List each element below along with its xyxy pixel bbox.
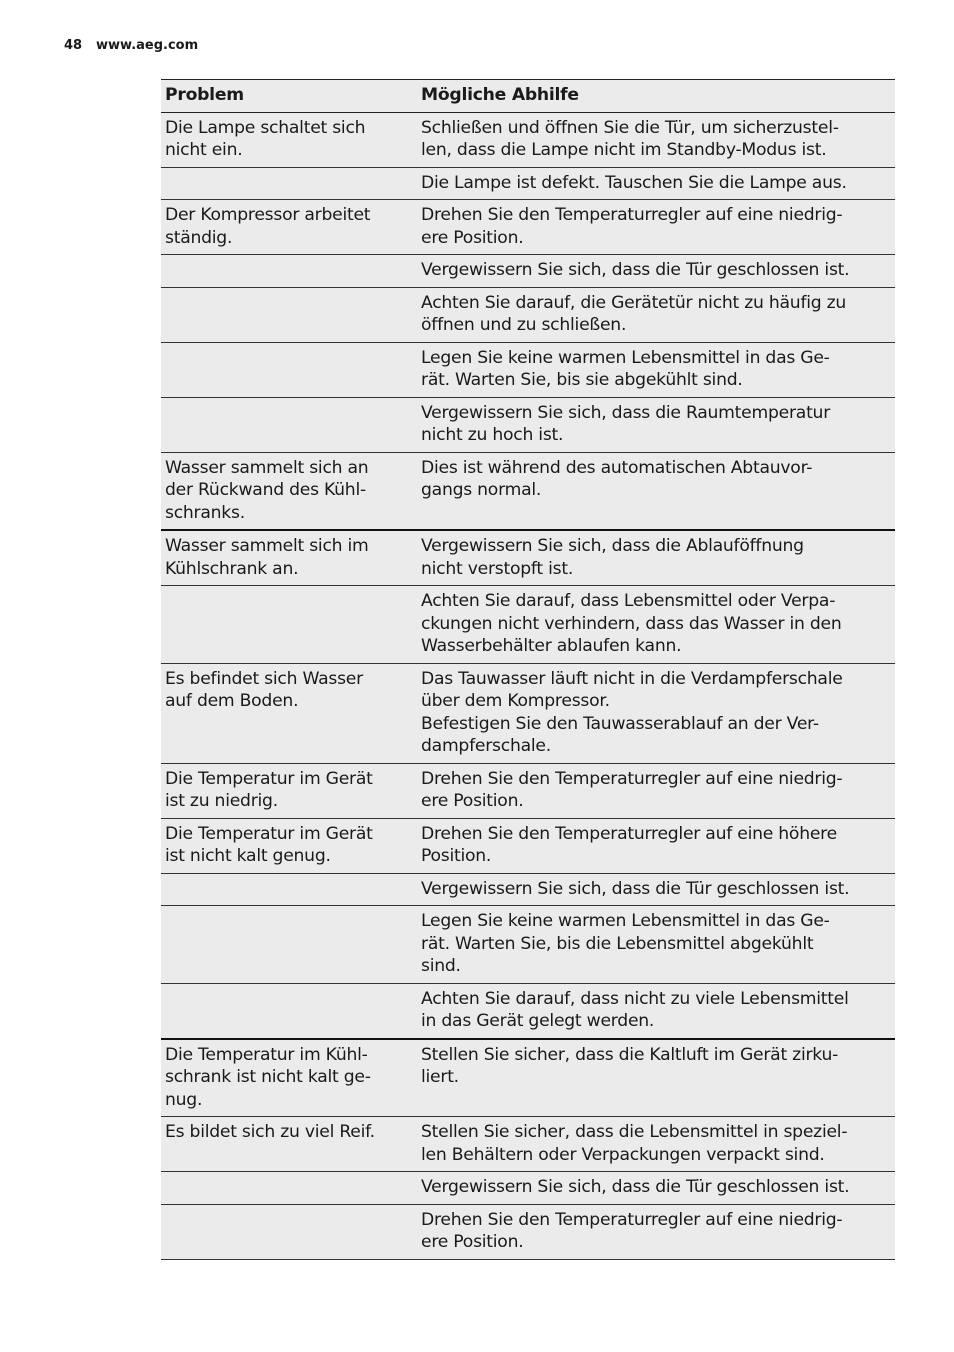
table-row bbox=[161, 200, 895, 255]
remedy-cell: Vergewissern Sie sich, dass die Raumtemperatur nicht zu hoch ist. bbox=[421, 402, 831, 445]
remedy-cell: Vergewissern Sie sich, dass die Ablauföffnung nicht verstopft ist. bbox=[421, 536, 804, 579]
remedy-cell: Das Tauwasser läuft nicht in die Verdampferschale über dem Kompressor. Befestigen Sie den Tauwasserablauf an der Ver- dampferschale. bbox=[421, 668, 843, 756]
remedy-cell: Stellen Sie sicher, dass die Kaltluft im Gerät zirku- liert. bbox=[421, 1044, 839, 1087]
remedy-cell: Achten Sie darauf, dass nicht zu viele Lebensmittel in das Gerät gelegt werden. bbox=[421, 988, 849, 1031]
remedy-cell: Stellen Sie sicher, dass die Lebensmittel in speziel- len Behältern oder Verpackungen verpackt sind. bbox=[421, 1122, 848, 1165]
remedy-cell: Drehen Sie den Temperaturregler auf eine niedrig- ere Position. bbox=[421, 205, 843, 248]
table-row bbox=[161, 1117, 895, 1172]
remedy-cell: Schließen und öffnen Sie die Tür, um sicherzustel- len, dass die Lampe nicht im Standby-Modus ist. bbox=[421, 117, 839, 160]
remedy-cell: Die Lampe ist defekt. Tauschen Sie die Lampe aus. bbox=[421, 172, 847, 193]
table-row bbox=[161, 764, 895, 819]
column-header-remedy: Mögliche Abhilfe bbox=[421, 85, 579, 105]
remedy-cell: Legen Sie keine warmen Lebensmittel in das Ge- rät. Warten Sie, bis die Lebensmittel abgekühlt sind. bbox=[421, 911, 830, 976]
problem-cell bbox=[161, 984, 417, 1038]
table-row bbox=[161, 984, 895, 1040]
problem-cell: Die Temperatur im Gerät ist zu niedrig. bbox=[165, 768, 373, 811]
page-number: 48 bbox=[64, 38, 83, 53]
table-row bbox=[161, 168, 895, 201]
table-header-row bbox=[161, 80, 895, 113]
remedy-cell: Drehen Sie den Temperaturregler auf eine niedrig- ere Position. bbox=[421, 768, 843, 811]
site-url: www.aeg.com bbox=[96, 38, 199, 53]
problem-cell: Die Temperatur im Kühl- schrank ist nicht kalt ge- nug. bbox=[165, 1044, 371, 1110]
problem-cell bbox=[161, 168, 417, 200]
table-row bbox=[161, 255, 895, 288]
table-row bbox=[161, 586, 895, 664]
table-row bbox=[161, 343, 895, 398]
troubleshooting-table bbox=[161, 79, 895, 1260]
remedy-cell: Legen Sie keine warmen Lebensmittel in das Ge- rät. Warten Sie, bis sie abgekühlt sind. bbox=[421, 347, 830, 390]
table-row bbox=[161, 664, 895, 764]
problem-cell: Wasser sammelt sich an der Rückwand des Kühl- schranks. bbox=[165, 457, 369, 523]
problem-cell: Der Kompressor arbeitet ständig. bbox=[165, 205, 371, 248]
table-row bbox=[161, 531, 895, 586]
table-row bbox=[161, 906, 895, 984]
remedy-cell: Drehen Sie den Temperaturregler auf eine niedrig- ere Position. bbox=[421, 1209, 843, 1252]
remedy-cell: Vergewissern Sie sich, dass die Tür geschlossen ist. bbox=[421, 260, 850, 280]
remedy-cell: Achten Sie darauf, die Gerätetür nicht zu häufig zu öffnen und zu schließen. bbox=[421, 292, 847, 335]
problem-cell bbox=[161, 1205, 417, 1259]
problem-cell: Die Temperatur im Gerät ist nicht kalt genug. bbox=[165, 823, 373, 866]
table-row bbox=[161, 1172, 895, 1205]
table-row bbox=[161, 113, 895, 168]
problem-cell bbox=[161, 906, 417, 983]
problem-cell: Die Lampe schaltet sich nicht ein. bbox=[165, 117, 366, 160]
table-row bbox=[161, 819, 895, 874]
column-header-problem: Problem bbox=[165, 85, 244, 105]
problem-cell: Es befindet sich Wasser auf dem Boden. bbox=[165, 668, 363, 711]
remedy-cell: Achten Sie darauf, dass Lebensmittel oder Verpa- ckungen nicht verhindern, dass das Wasser in den Wasserbehälter ablaufen kann. bbox=[421, 591, 842, 656]
remedy-cell: Vergewissern Sie sich, dass die Tür geschlossen ist. bbox=[421, 878, 850, 899]
table-row bbox=[161, 874, 895, 907]
remedy-cell: Dies ist während des automatischen Abtauvor- gangs normal. bbox=[421, 457, 813, 500]
problem-cell bbox=[161, 255, 417, 287]
table-row bbox=[161, 1040, 895, 1118]
problem-cell: Wasser sammelt sich im Kühlschrank an. bbox=[165, 536, 369, 579]
remedy-cell: Vergewissern Sie sich, dass die Tür geschlossen ist. bbox=[421, 1177, 850, 1197]
problem-cell bbox=[161, 1172, 417, 1204]
problem-cell bbox=[161, 874, 417, 906]
table-row bbox=[161, 1205, 895, 1260]
problem-cell bbox=[161, 586, 417, 663]
page-header bbox=[64, 38, 198, 53]
table-row bbox=[161, 288, 895, 343]
problem-cell: Es bildet sich zu viel Reif. bbox=[165, 1122, 375, 1142]
remedy-cell: Drehen Sie den Temperaturregler auf eine höhere Position. bbox=[421, 823, 837, 866]
problem-cell bbox=[161, 288, 417, 342]
table-row bbox=[161, 398, 895, 453]
problem-cell bbox=[161, 343, 417, 397]
table-row bbox=[161, 453, 895, 532]
problem-cell bbox=[161, 398, 417, 452]
